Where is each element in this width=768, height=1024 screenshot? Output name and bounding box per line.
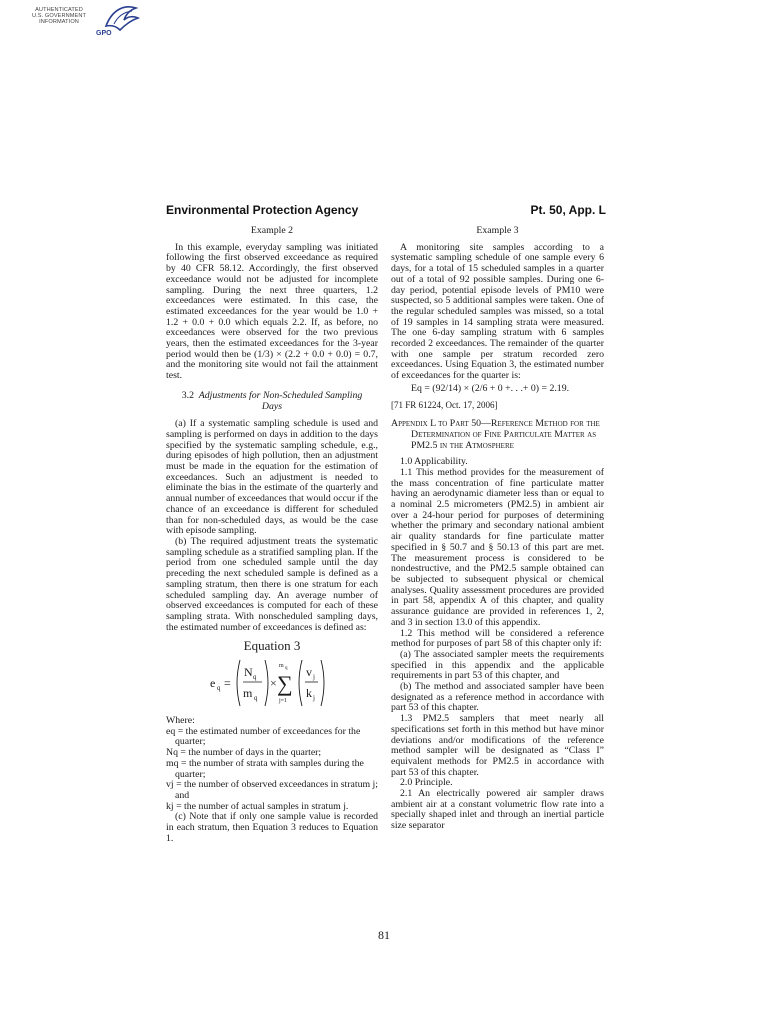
equation-3 bbox=[166, 654, 378, 712]
section-number: 3.2 bbox=[181, 389, 194, 401]
section-1-2-b: (b) The method and associated sampler have been designated as a reference method in accordance with part 53 of this chapter. bbox=[391, 681, 604, 714]
example-2-title: Example 2 bbox=[250, 225, 294, 236]
equation-3-title: Equation 3 bbox=[243, 638, 301, 654]
svg-text:j: j bbox=[313, 673, 315, 682]
gpo-text: GPO bbox=[96, 30, 112, 37]
svg-text:N: N bbox=[244, 665, 253, 680]
section-1-0: 1.0 Applicability. bbox=[400, 456, 468, 468]
svg-text:q: q bbox=[285, 666, 288, 672]
section-1-2: 1.2 This method will be considered a reference method for purposes of part 58 of this chapter only if: bbox=[391, 627, 604, 650]
definition-kj: kj = the number of actual samples in stratum j. bbox=[166, 800, 349, 812]
example-2-text: In this example, everyday sampling was initiated following the first observed exceedance as required by 40 CFR 58.12. Accordingly, the first observed exceedance would not be adjusted for incomplete sampling. During the next three quarters, 1.2 exceedances were estimated. In this case, the estimated exceedances for the year would be 1.0 + 1.2 + 0.0 + 0.0 which equals 2.2. If, as before, no exceedances were observed for the two previous years, then the estimated exceedances for the 3-year period would then be (1/3) × (2.2 + 0.0 + 0.0) = 0.7, and the monitoring site would not fail the attainment test. bbox=[166, 241, 378, 382]
section-1-1: 1.1 This method provides for the measurement of the mass concentration of fine particulate matter having an aerodynamic diameter less than or equal to a nominal 2.5 micrometers (PM2.5) in ambient air over a 24-hour period for purposes of determining whether the primary and secondary national ambient air quality standards for fine particulate matter specified in § 50.7 and § 50.13 of this part are met. The measurement process is considered to be nondestructive, and the PM2.5 sample obtained can be subjected to subsequent physical or chemical analyses. Quality assessment procedures are provided in part 58, appendix A of this chapter, and quality assurance guidance are provided in references 1, 2, and 3 in section 13.0 of this appendix. bbox=[391, 466, 604, 628]
section-title: Adjustments for Non-Scheduled Sampling Days bbox=[198, 389, 363, 412]
auth-line-1: AUTHENTICATED bbox=[35, 7, 83, 13]
example-3-text: A monitoring site samples according to a systematic sampling schedule of one sample every 6 days, for a total of 15 scheduled samples in a quarter out of a total of 92 possible samples. During one 6-day period, potential episode levels of PM10 were suspected, so 5 additional samples were taken. One of the regular scheduled samples was missed, so a total of 19 samples in 14 sampling strata were measured. The one 6-day sampling stratum with 6 samples recorded 2 exceedances. The remainder of the quarter with one sample per stratum recorded zero exceedances. Using Equation 3, the estimated number of exceedances for the quarter is: bbox=[391, 241, 604, 382]
definition-eq: eq = the estimated number of exceedances for the quarter; bbox=[166, 725, 361, 748]
example-3-result: Eq = (92/14) × (2/6 + 0 +. . .+ 0) = 2.19. bbox=[411, 382, 570, 394]
auth-line-3: INFORMATION bbox=[39, 19, 79, 26]
section-1-2-a: (a) The associated sampler meets the requirements specified in this appendix and the applicable requirements in part 53 of this chapter, and bbox=[391, 648, 604, 682]
paragraph-a: (a) If a systematic sampling schedule is used and sampling is performed on days in addition to the days specified by the systematic sampling schedule, e.g., during episodes of high pollution, then an adjustment must be made in the equation for the estimation of exceedances. Such an adjustment is needed to eliminate the bias in the estimate of the quarterly and annual number of exceedances that would occur if the chance of an exceedance is different for scheduled than for non-scheduled days, as would be the case with episode sampling. bbox=[166, 418, 378, 537]
page-number: 81 bbox=[378, 928, 390, 942]
svg-text:v: v bbox=[306, 665, 312, 680]
agency-name: Environmental Protection Agency bbox=[166, 203, 359, 217]
section-1-3: 1.3 PM2.5 samplers that meet nearly all specifications set forth in this method but have minor deviations and/or modifications of the reference method sampler will be designated as “Class I” equivalent methods for PM2.5 in accordance with part 53 of this chapter. bbox=[391, 713, 604, 778]
svg-text:j=1: j=1 bbox=[279, 698, 288, 705]
eagle-seal-icon bbox=[102, 4, 142, 32]
definition-nq: Nq = the number of days in the quarter; bbox=[166, 747, 322, 759]
svg-text:k: k bbox=[306, 686, 312, 701]
svg-text:j: j bbox=[313, 694, 315, 703]
svg-text:e: e bbox=[210, 676, 216, 691]
where-label: Where: bbox=[166, 715, 195, 727]
svg-text:=: = bbox=[224, 676, 231, 691]
section-3-2-heading bbox=[166, 391, 378, 412]
appendix-l-title: Appendix L to Part 50—Reference Method for the Determination of Fine Particulate Matter as PM2.5 in the Atmosphere bbox=[391, 418, 600, 452]
federal-register-citation: [71 FR 61224, Oct. 17, 2006] bbox=[391, 399, 498, 410]
section-2-0: 2.0 Principle. bbox=[400, 777, 453, 789]
svg-text:m: m bbox=[279, 663, 284, 670]
svg-text:m: m bbox=[243, 686, 253, 701]
example-3-title: Example 3 bbox=[476, 225, 519, 236]
auth-line-2: U.S. GOVERNMENT bbox=[31, 13, 87, 20]
right-column bbox=[391, 226, 604, 832]
running-head bbox=[166, 203, 606, 219]
equation-3-formula bbox=[210, 654, 340, 712]
gpo-authentication-logo bbox=[28, 4, 140, 44]
svg-text:q: q bbox=[254, 694, 258, 703]
authenticated-text bbox=[28, 7, 90, 26]
paragraph-c: (c) Note that if only one sample value is recorded in each stratum, then Equation 3 reduces to Equation 1. bbox=[166, 811, 378, 844]
paragraph-b: (b) The required adjustment treats the systematic sampling schedule as a stratified sampling plan. If the period from one scheduled sample until the day preceding the next scheduled sample is defined as a sampling stratum, then there is one stratum for each scheduled sampling day. An average number of observed exceedances is computed for each of these sampling strata. With nonscheduled sampling days, the estimated number of exceedances is defined as: bbox=[166, 535, 378, 633]
section-2-1: 2.1 An electrically powered air sampler draws ambient air at a constant volumetric flow rate into a specially shaped inlet and through an inertial particle size separator bbox=[391, 788, 604, 832]
svg-text:∑: ∑ bbox=[277, 671, 293, 697]
part-reference: Pt. 50, App. L bbox=[530, 203, 606, 217]
svg-text:q: q bbox=[253, 673, 257, 682]
left-column bbox=[166, 226, 378, 844]
definition-mq: mq = the number of strata with samples during the quarter; bbox=[166, 757, 364, 780]
svg-text:×: × bbox=[270, 676, 277, 691]
svg-text:q: q bbox=[217, 684, 221, 693]
definition-vj: vj = the number of observed exceedances in stratum j; and bbox=[166, 779, 379, 801]
